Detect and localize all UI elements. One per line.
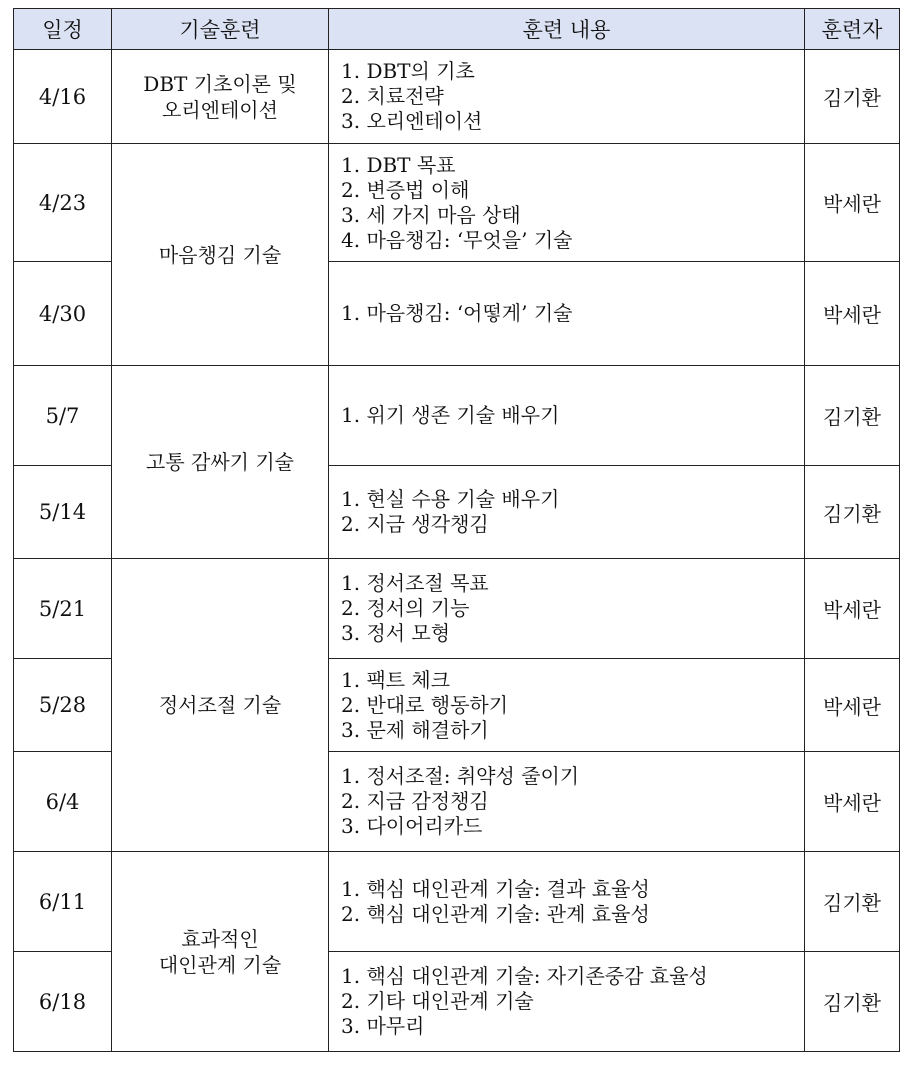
skill-cell (112, 852, 329, 1052)
content-cell (329, 466, 805, 559)
content-line: 1. 팩트 체크 (341, 667, 451, 692)
date-cell: 4/23 (14, 144, 112, 262)
table-row (14, 366, 900, 466)
trainer-cell: 김기환 (805, 852, 900, 952)
content-line: 3. 마무리 (341, 1014, 425, 1038)
table-row (14, 50, 900, 144)
content-line: 1. 위기 생존 기술 배우기 (341, 403, 560, 427)
trainer-cell: 김기환 (805, 952, 900, 1052)
skill-line: DBT 기초이론 및 (143, 71, 297, 96)
content-line: 1. 핵심 대인관계 기술: 결과 효율성 (341, 876, 650, 901)
content-line: 2. 정서의 기능 (341, 596, 470, 620)
trainer-cell: 박세란 (805, 752, 900, 852)
content-line: 3. 문제 해결하기 (341, 717, 489, 742)
trainer-cell: 박세란 (805, 144, 900, 262)
trainer-cell: 김기환 (805, 50, 900, 144)
date-cell: 5/28 (14, 659, 112, 752)
table-row (14, 559, 900, 659)
content-cell (329, 559, 805, 659)
skill-line: 효과적인 (181, 926, 259, 951)
content-line: 2. 반대로 행동하기 (341, 692, 509, 717)
content-line: 1. DBT의 기초 (341, 59, 475, 83)
trainer-cell: 김기환 (805, 366, 900, 466)
date-cell: 4/16 (14, 50, 112, 144)
header-trainer: 훈련자 (805, 9, 900, 50)
table-row (14, 144, 900, 262)
trainer-cell: 박세란 (805, 559, 900, 659)
content-line: 1. 정서조절: 취약성 줄이기 (341, 764, 580, 788)
date-cell: 5/21 (14, 559, 112, 659)
table-row (14, 852, 900, 952)
skill-cell (112, 50, 329, 144)
skill-cell (112, 366, 329, 559)
content-cell (329, 50, 805, 144)
date-cell: 5/14 (14, 466, 112, 559)
content-line: 1. 현실 수용 기술 배우기 (341, 487, 560, 511)
skill-line: 대인관계 기술 (158, 952, 282, 977)
content-cell (329, 144, 805, 262)
date-cell: 5/7 (14, 366, 112, 466)
trainer-cell: 김기환 (805, 466, 900, 559)
content-line: 2. 변증법 이해 (341, 177, 470, 202)
skill-cell (112, 559, 329, 852)
date-cell: 4/30 (14, 262, 112, 366)
content-line: 3. 오리엔테이션 (341, 109, 483, 133)
content-line: 4. 마음챙김: ‘무엇을’ 기술 (341, 227, 573, 252)
skill-cell (112, 144, 329, 366)
content-line: 3. 다이어리카드 (341, 814, 483, 838)
content-line: 3. 세 가지 마음 상태 (341, 202, 521, 227)
content-cell (329, 262, 805, 366)
content-cell (329, 659, 805, 752)
skill-line: 정서조절 기술 (158, 693, 282, 717)
trainer-cell: 박세란 (805, 659, 900, 752)
content-line: 2. 지금 감정챙김 (341, 789, 489, 813)
content-line: 1. 마음챙김: ‘어떻게’ 기술 (341, 301, 573, 325)
content-line: 2. 치료전략 (341, 84, 444, 108)
content-cell (329, 852, 805, 952)
schedule-table-wrapper (13, 8, 900, 1052)
content-line: 1. 정서조절 목표 (341, 571, 489, 595)
date-cell: 6/18 (14, 952, 112, 1052)
content-line: 2. 핵심 대인관계 기술: 관계 효율성 (341, 901, 650, 926)
content-line: 2. 지금 생각챙김 (341, 512, 489, 536)
skill-line: 오리엔테이션 (162, 97, 278, 122)
training-schedule-table (13, 8, 900, 1052)
date-cell: 6/4 (14, 752, 112, 852)
content-line: 3. 정서 모형 (341, 621, 451, 645)
content-cell (329, 752, 805, 852)
content-line: 1. DBT 목표 (341, 152, 456, 177)
content-cell (329, 952, 805, 1052)
header-content: 훈련 내용 (329, 9, 805, 50)
content-line: 1. 핵심 대인관계 기술: 자기존중감 효율성 (341, 964, 708, 988)
trainer-cell: 박세란 (805, 262, 900, 366)
content-cell (329, 366, 805, 466)
header-date: 일정 (14, 9, 112, 50)
header-skill: 기술훈련 (112, 9, 329, 50)
skill-line: 고통 감싸기 기술 (146, 450, 294, 474)
content-line: 2. 기타 대인관계 기술 (341, 989, 534, 1013)
header-row (14, 9, 900, 50)
skill-line: 마음챙김 기술 (158, 242, 282, 267)
date-cell: 6/11 (14, 852, 112, 952)
